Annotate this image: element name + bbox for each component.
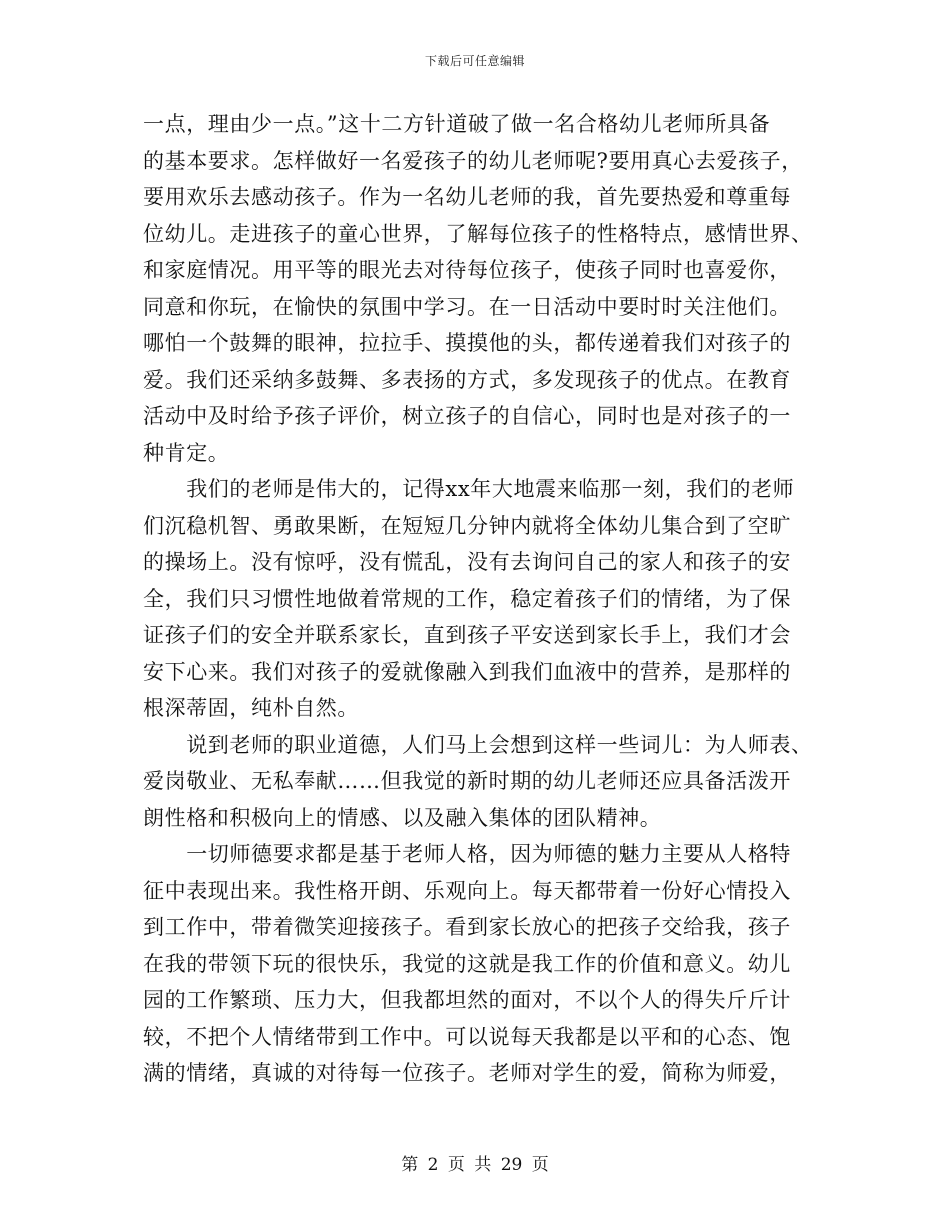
text-line: 一点，理由少一点。”这十二方针道破了做一名合格幼儿老师所具备	[143, 112, 771, 136]
text-line: 我们的老师是伟大的，记得xx年大地震来临那一刻，我们的老师	[143, 477, 795, 501]
text-line: 的操场上。没有惊呼，没有慌乱，没有去询问自己的家人和孩子的安	[143, 550, 791, 574]
text-line: 位幼儿。走进孩子的童心世界，了解每位孩子的性格特点，感情世界、	[143, 221, 813, 246]
text-line: 说到老师的职业道德，人们马上会想到这样一些词儿：为人师表、	[143, 732, 813, 757]
text-line: 和家庭情况。用平等的眼光去对待每位孩子，使孩子同时也喜爱你，	[143, 258, 791, 282]
text-line: 到工作中，带着微笑迎接孩子。看到家长放心的把孩子交给我，孩子	[143, 915, 791, 939]
text-line: 征中表现出来。我性格开朗、乐观向上。每天都带着一份好心情投入	[143, 878, 791, 903]
text-line: 证孩子们的安全并联系家长，直到孩子平安送到家长手上，我们才会	[143, 623, 791, 647]
text-line: 活动中及时给予孩子评价，树立孩子的自信心，同时也是对孩子的一	[143, 404, 791, 428]
text-line: 满的情绪，真诚的对待每一位孩子。老师对学生的爱，简称为师爱，	[143, 1061, 791, 1085]
text-line: 朗性格和积极向上的情感、以及融入集体的团队精神。	[143, 805, 662, 830]
text-line: 们沉稳机智、勇敢果断，在短短几分钟内就将全体幼儿集合到了空旷	[143, 513, 791, 538]
text-line: 同意和你玩，在愉快的氛围中学习。在一日活动中要时时关注他们。	[143, 294, 791, 319]
text-line: 在我的带领下玩的很快乐，我觉的这就是我工作的价值和意义。幼儿	[143, 951, 791, 976]
document-body	[143, 106, 811, 1092]
text-line: 要用欢乐去感动孩子。作为一名幼儿老师的我，首先要热爱和尊重每	[143, 185, 791, 209]
text-line: 较，不把个人情绪带到工作中。可以说每天我都是以平和的心态、饱	[143, 1024, 791, 1049]
text-line: 种肯定。	[143, 440, 230, 465]
text-line: 园的工作繁琐、压力大，但我都坦然的面对，不以个人的得失斤斤计	[143, 988, 791, 1012]
text-line: 爱岗敬业、无私奉献……但我觉的新时期的幼儿老师还应具备活泼开	[143, 769, 791, 793]
text-line: 一切师德要求都是基于老师人格，因为师德的魅力主要从人格特	[143, 842, 791, 866]
text-line: 根深蒂固，纯朴自然。	[143, 696, 359, 720]
text-line: 爱。我们还采纳多鼓舞、多表扬的方式，多发现孩子的优点。在教育	[143, 367, 791, 392]
text-line: 的基本要求。怎样做好一名爱孩子的幼儿老师呢?要用真心去爱孩子，	[143, 148, 803, 173]
page-header: 下载后可任意编辑	[424, 54, 525, 68]
page-footer: 第 2 页 共 29 页	[401, 1155, 549, 1175]
text-line: 哪怕一个鼓舞的眼神，拉拉手、摸摸他的头，都传递着我们对孩子的	[143, 331, 791, 355]
text-line: 安下心来。我们对孩子的爱就像融入到我们血液中的营养，是那样的	[143, 659, 791, 684]
text-line: 全，我们只习惯性地做着常规的工作，稳定着孩子们的情绪，为了保	[143, 586, 791, 611]
